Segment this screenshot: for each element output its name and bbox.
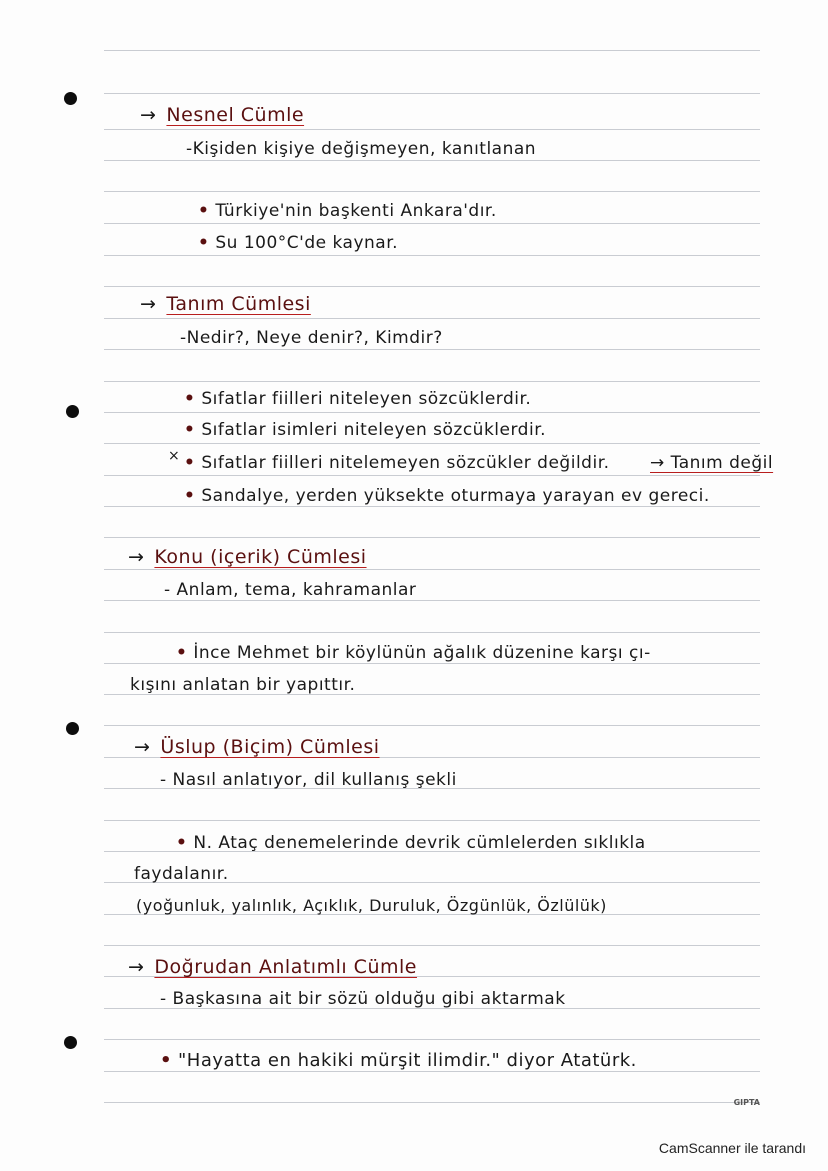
bullet-icon: •: [176, 833, 188, 853]
example-item: • "Hayatta en hakiki mürşit ilimdir." diyor Atatürk.: [160, 1050, 637, 1071]
bullet-icon: •: [198, 233, 210, 253]
section-heading: → Nesnel Cümle: [140, 104, 305, 126]
bullet-icon: •: [184, 420, 196, 440]
example-item: • İnce Mehmet bir köylünün ağalık düzenine karşı çı-: [176, 643, 651, 663]
side-note: → Tanım değil: [650, 453, 774, 473]
section-definition: - Başkasına ait bir sözü olduğu gibi aktarmak: [160, 989, 566, 1009]
section-heading: → Üslup (Biçim) Cümlesi: [134, 736, 380, 758]
binder-hole: [64, 92, 77, 105]
bullet-icon: •: [160, 1050, 173, 1071]
bullet-icon: •: [176, 643, 188, 663]
arrow-icon: →: [128, 546, 145, 568]
example-item: • Sıfatlar fiilleri niteleyen sözcüklerdir.: [184, 389, 532, 409]
example-item: • Su 100°C'de kaynar.: [198, 233, 399, 253]
example-continuation: kışını anlatan bir yapıttır.: [130, 675, 356, 695]
arrow-icon: →: [140, 104, 157, 126]
bullet-icon: •: [184, 389, 196, 409]
section-heading: → Tanım Cümlesi: [140, 293, 311, 315]
example-item: • Sıfatlar isimleri niteleyen sözcüklerdir.: [184, 420, 547, 440]
scanner-footer: CamScanner ile tarandı: [658, 1140, 806, 1156]
bullet-icon: •: [198, 201, 210, 221]
section-heading: → Konu (içerik) Cümlesi: [128, 546, 367, 568]
section-heading: → Doğrudan Anlatımlı Cümle: [128, 956, 417, 978]
section-definition: -Nedir?, Neye denir?, Kimdir?: [180, 328, 443, 348]
cross-mark: ×: [168, 448, 180, 464]
example-item: • N. Ataç denemelerinde devrik cümlelerden sıklıkla: [176, 833, 646, 853]
binder-hole: [66, 405, 79, 418]
section-definition: - Anlam, tema, kahramanlar: [164, 580, 417, 600]
binder-hole: [66, 722, 79, 735]
binder-hole: [64, 1036, 77, 1049]
arrow-icon: →: [128, 956, 145, 978]
example-continuation: faydalanır.: [134, 864, 229, 884]
bullet-icon: •: [184, 453, 196, 473]
arrow-icon: →: [140, 293, 157, 315]
example-item: • Sıfatlar fiilleri nitelemeyen sözcükler değildir.: [184, 453, 610, 473]
section-definition: - Nasıl anlatıyor, dil kullanış şekli: [160, 770, 457, 790]
bullet-icon: •: [184, 486, 196, 506]
notebook-brand: GIPTA: [733, 1098, 760, 1107]
example-continuation: (yoğunluk, yalınlık, Açıklık, Duruluk, Özgünlük, Özlülük): [136, 896, 607, 915]
section-definition: -Kişiden kişiye değişmeyen, kanıtlanan: [186, 139, 537, 159]
example-item: • Sandalye, yerden yüksekte oturmaya yarayan ev gereci.: [184, 486, 710, 506]
arrow-icon: →: [134, 736, 151, 758]
example-item: • Türkiye'nin başkenti Ankara'dır.: [198, 201, 497, 221]
